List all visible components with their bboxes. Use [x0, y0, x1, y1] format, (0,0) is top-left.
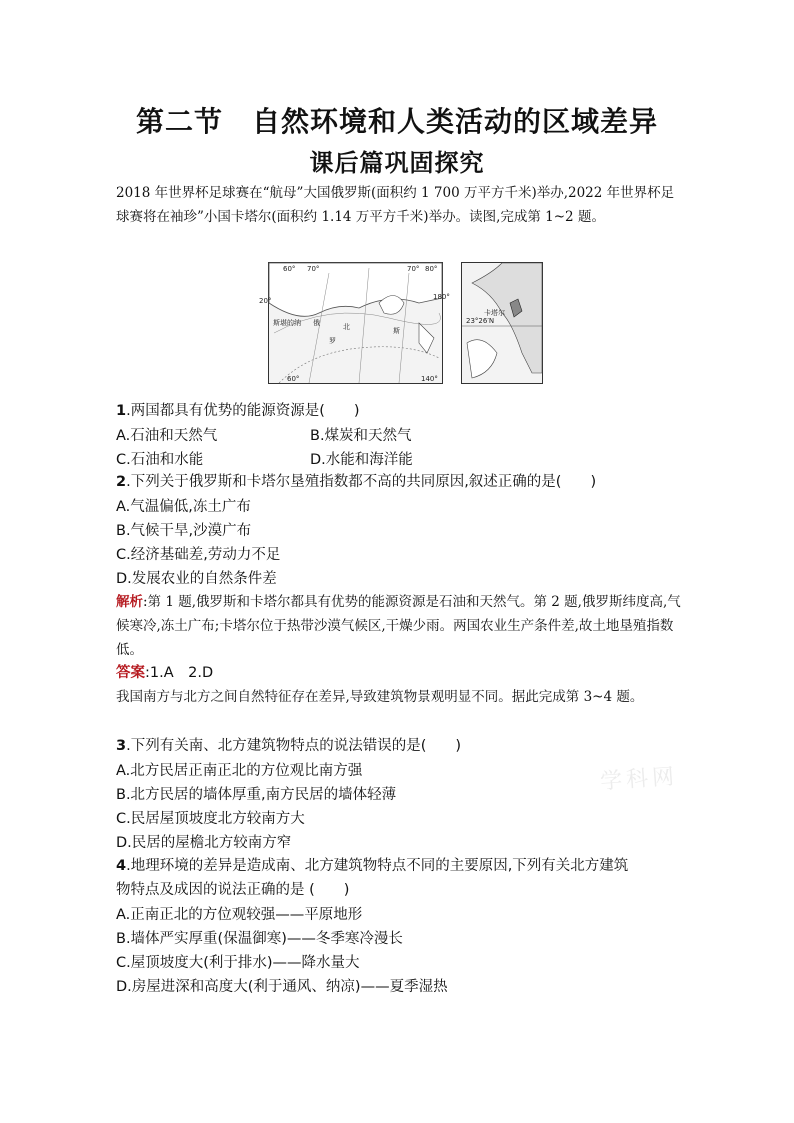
- map-label-13: 140°: [421, 375, 438, 383]
- intro-paragraph-1: 2018 年世界杯足球赛在“航母”大国俄罗斯(面积约 1 700 万平方千米)举办,2022 年世界杯足球赛将在袖珍”小国卡塔尔(面积约 1.14 万平方千米)举办。读图,完成第 1~2 题。: [116, 185, 675, 225]
- q2-option-d[interactable]: D.发展农业的自然条件差: [116, 571, 277, 587]
- map-label-1: 60°: [283, 265, 296, 273]
- map-label-4: 80°: [425, 265, 438, 273]
- answer-label: 答案: [116, 665, 145, 681]
- russia-map-graphic: [259, 263, 450, 383]
- qatar-map-graphic: [462, 263, 542, 383]
- intro-paragraph-2: 我国南方与北方之间自然特征存在差异,导致建筑物景观明显不同。据此完成第 3~4 题。: [116, 689, 644, 705]
- question-4-stem-line-1: .地理环境的差异是造成南、北方建筑物特点不同的主要原因,下列有关北方建筑: [126, 858, 629, 874]
- q3-option-c[interactable]: C.民居屋顶坡度北方较南方大: [116, 811, 305, 827]
- question-1: [116, 400, 360, 422]
- qatar-map: [461, 262, 543, 384]
- q1-option-c[interactable]: C.石油和水能: [116, 452, 204, 468]
- section-subtitle: 课后篇巩固探究: [309, 149, 485, 177]
- q2-option-b[interactable]: B.气候干旱,沙漠广布: [116, 523, 252, 539]
- analysis-text: :第 1 题,俄罗斯和卡塔尔都具有优势的能源资源是石油和天然气。第 2 题,俄罗斯纬度高,气候寒冷,冻土广布;卡塔尔位于热带沙漠气候区,干燥少雨。两国农业生产条件差,故土地垦殖指数低。: [116, 594, 681, 658]
- q3-option-a[interactable]: A.北方民居正南正北的方位观比南方强: [116, 763, 363, 779]
- map-label-5: 20°: [259, 297, 272, 305]
- question-4-stem-line-2: 物特点及成因的说法正确的是 ( ): [116, 882, 350, 898]
- question-3-stem: .下列有关南、北方建筑物特点的说法错误的是( ): [126, 738, 462, 754]
- map-label-7: 斯堪的纳: [273, 319, 301, 327]
- question-3: [116, 735, 461, 757]
- q3-option-d[interactable]: D.民居的屋檐北方较南方窄: [116, 835, 292, 851]
- question-2: [116, 471, 596, 493]
- question-1-number: 1: [116, 403, 127, 419]
- answer-block: [116, 662, 213, 684]
- map-label-8: 俄: [313, 319, 320, 327]
- map-label-9: 北: [343, 323, 350, 331]
- q4-option-b[interactable]: B.墙体严实厚重(保温御寒)——冬季寒冷漫长: [116, 931, 403, 947]
- map-label-12: 60°: [287, 375, 300, 383]
- q1-option-b[interactable]: B.煤炭和天然气: [310, 428, 412, 444]
- q4-option-c[interactable]: C.屋顶坡度大(利于排水)——降水量大: [116, 955, 360, 971]
- map-label-10: 罗: [329, 337, 336, 345]
- analysis-block: [116, 590, 681, 662]
- map-label-6: 180°: [433, 293, 450, 301]
- q4-option-d[interactable]: D.房屋进深和高度大(利于通风、纳凉)——夏季湿热: [116, 979, 448, 995]
- question-4: [116, 855, 628, 877]
- map-label-11: 斯: [393, 327, 400, 335]
- russia-map: [259, 262, 450, 384]
- watermark: 学科网: [599, 764, 679, 795]
- question-2-number: 2: [116, 474, 127, 490]
- q4-option-a[interactable]: A.正南正北的方位观较强——平原地形: [116, 907, 363, 923]
- question-4-number: 4: [116, 858, 127, 874]
- map-label-3: 70°: [407, 265, 420, 273]
- question-2-stem: .下列关于俄罗斯和卡塔尔垦殖指数都不高的共同原因,叙述正确的是( ): [126, 474, 597, 490]
- q2-option-c[interactable]: C.经济基础差,劳动力不足: [116, 547, 281, 563]
- map-label-2: 70°: [307, 265, 320, 273]
- q1-option-d[interactable]: D.水能和海洋能: [310, 452, 413, 468]
- q3-option-b[interactable]: B.北方民居的墙体厚重,南方民居的墙体轻薄: [116, 787, 397, 803]
- question-1-stem: .两国都具有优势的能源资源是( ): [126, 403, 360, 419]
- question-3-number: 3: [116, 738, 127, 754]
- answer-text: :1.A 2.D: [145, 665, 214, 681]
- section-title: 第二节 自然环境和人类活动的区域差异: [135, 105, 658, 138]
- qatar-label: 卡塔尔: [484, 309, 505, 317]
- q2-option-a[interactable]: A.气温偏低,冻土广布: [116, 499, 251, 515]
- tropic-label: 23°26′N: [466, 317, 495, 325]
- q1-option-a[interactable]: A.石油和天然气: [116, 428, 218, 444]
- analysis-label: 解析: [116, 594, 143, 610]
